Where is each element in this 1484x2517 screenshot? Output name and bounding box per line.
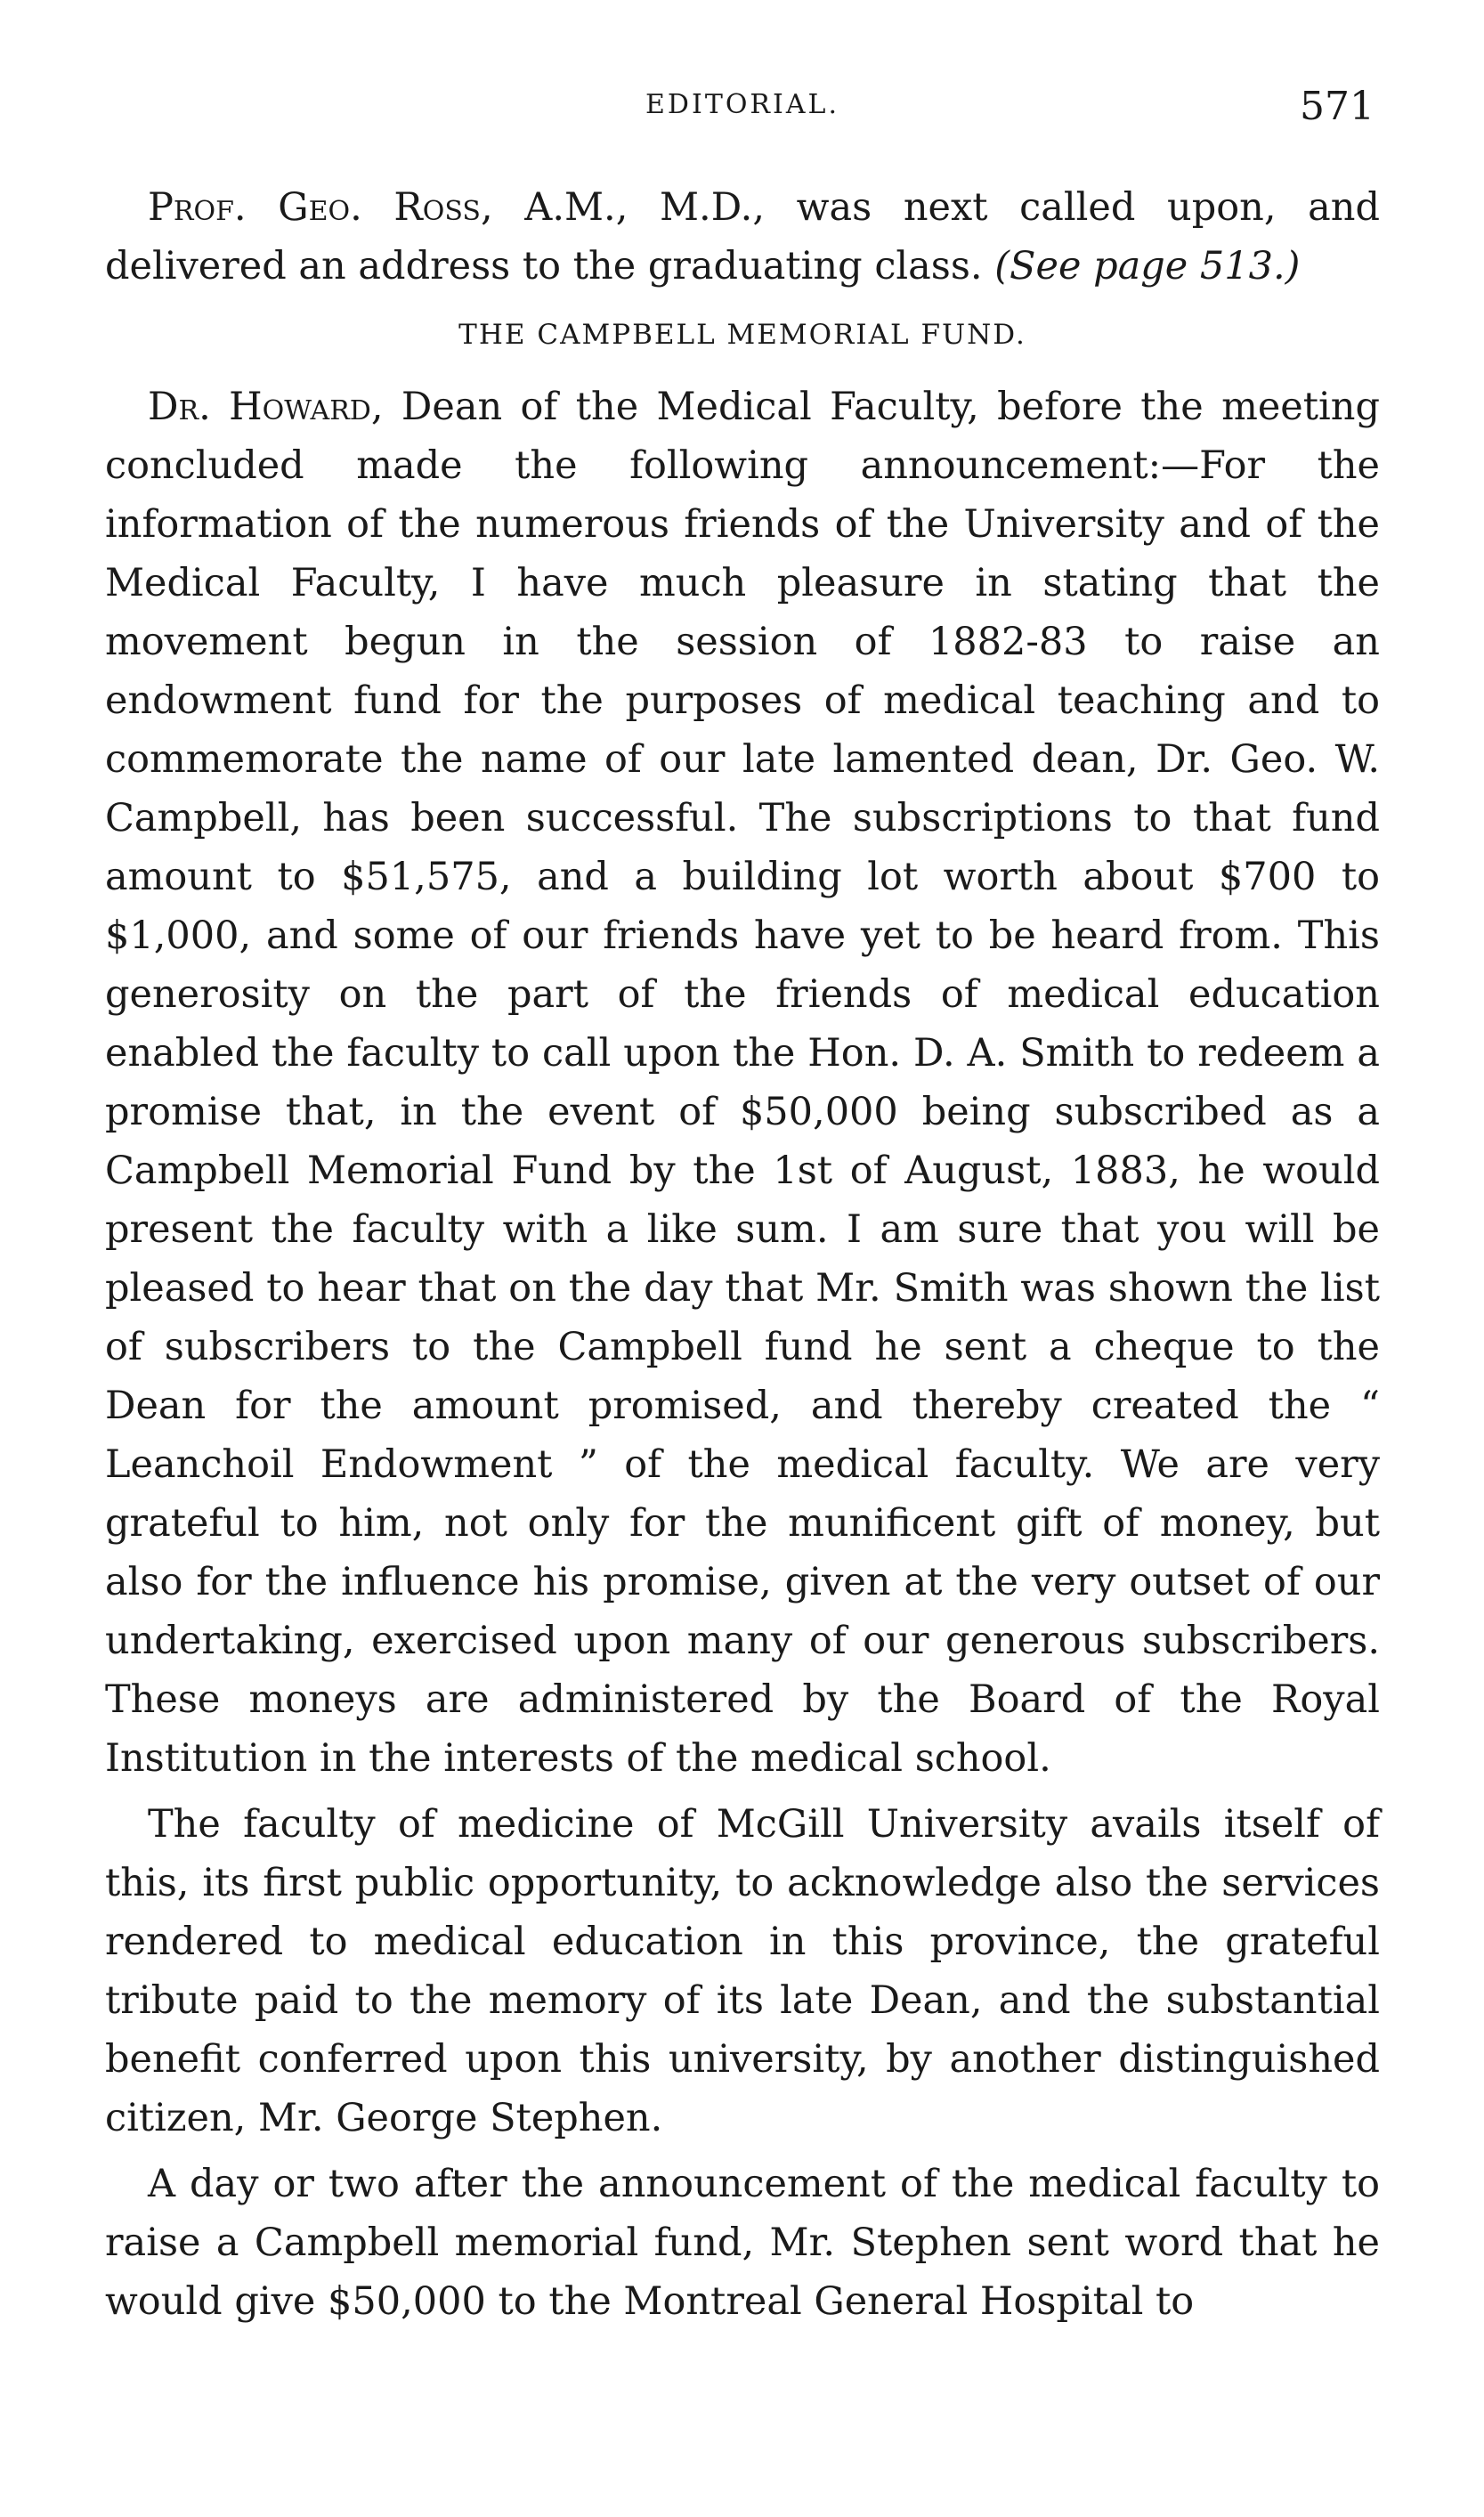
running-head <box>105 84 1380 178</box>
intro-lead: Prof. Geo. Ross, A.M., M.D., <box>148 185 766 230</box>
document-page <box>105 0 1380 2517</box>
paragraph-lead: Dr. Howard, <box>148 385 384 429</box>
paragraph-text: Dean of the Medical Faculty, before the meeting concluded made the following announcement:—For the information of the numerous friends of the University and of the Medical Faculty, I have much pleasure in stating that the movement begun in the session of 1882-83 to raise an endowment fund for the purposes of medical teaching and to commemorate the name of our late lamented dean, Dr. Geo. W. Campbell, has been successful. The subscriptions to that fund amount to $51,575, and a building lot worth about $700 to $1,000, and some of our friends have yet to be heard from. This generosity on the part of the friends of medical education enabled the faculty to call upon the Hon. D. A. Smith to redeem a promise that, in the event of $50,000 being subscribed as a Campbell Memorial Fund by the 1st of August, 1883, he would present the faculty with a like sum. I am sure that you will be pleased to hear that on the day that Mr. Smith was shown the list of subscribers to the Campbell fund he sent a cheque to the Dean for the amount promised, and thereby created the “ Leanchoil Endowment ” of the medical faculty. We are very grateful to him, not only for the munificent gift of money, but also for the influence his promise, given at the very outset of our undertaking, exercised upon many of our generous subscribers. These moneys are administered by the Board of the Royal Institution in the interests of the medical school. <box>105 385 1380 1781</box>
page-number: 571 <box>1300 84 1375 129</box>
running-title: EDITORIAL. <box>645 89 839 120</box>
section-heading: THE CAMPBELL MEMORIAL FUND. <box>458 319 1026 351</box>
paragraph-faculty-acknowledgement: The faculty of medicine of McGill University avails itself of this, its first public opportunity, to acknowledge also the services rendered to medical education in this province, the grateful tribute paid to the memory of its late Dean, and the substantial benefit conferred upon this university, by another distinguished citizen, Mr. George Stephen. <box>105 1802 1380 2140</box>
paragraph-stephen-gift: A day or two after the announcement of the medical faculty to raise a Campbell memorial fund, Mr. Stephen sent word that he would give $50,000 to the Montreal General Hospital to <box>105 2162 1380 2324</box>
paragraph-campbell-fund <box>105 378 1380 1788</box>
intro-text: was next called upon, and delivered an address to the graduating class. <box>105 185 1380 288</box>
intro-paragraph <box>105 178 1380 296</box>
intro-reference: (See page 513.) <box>994 244 1301 288</box>
